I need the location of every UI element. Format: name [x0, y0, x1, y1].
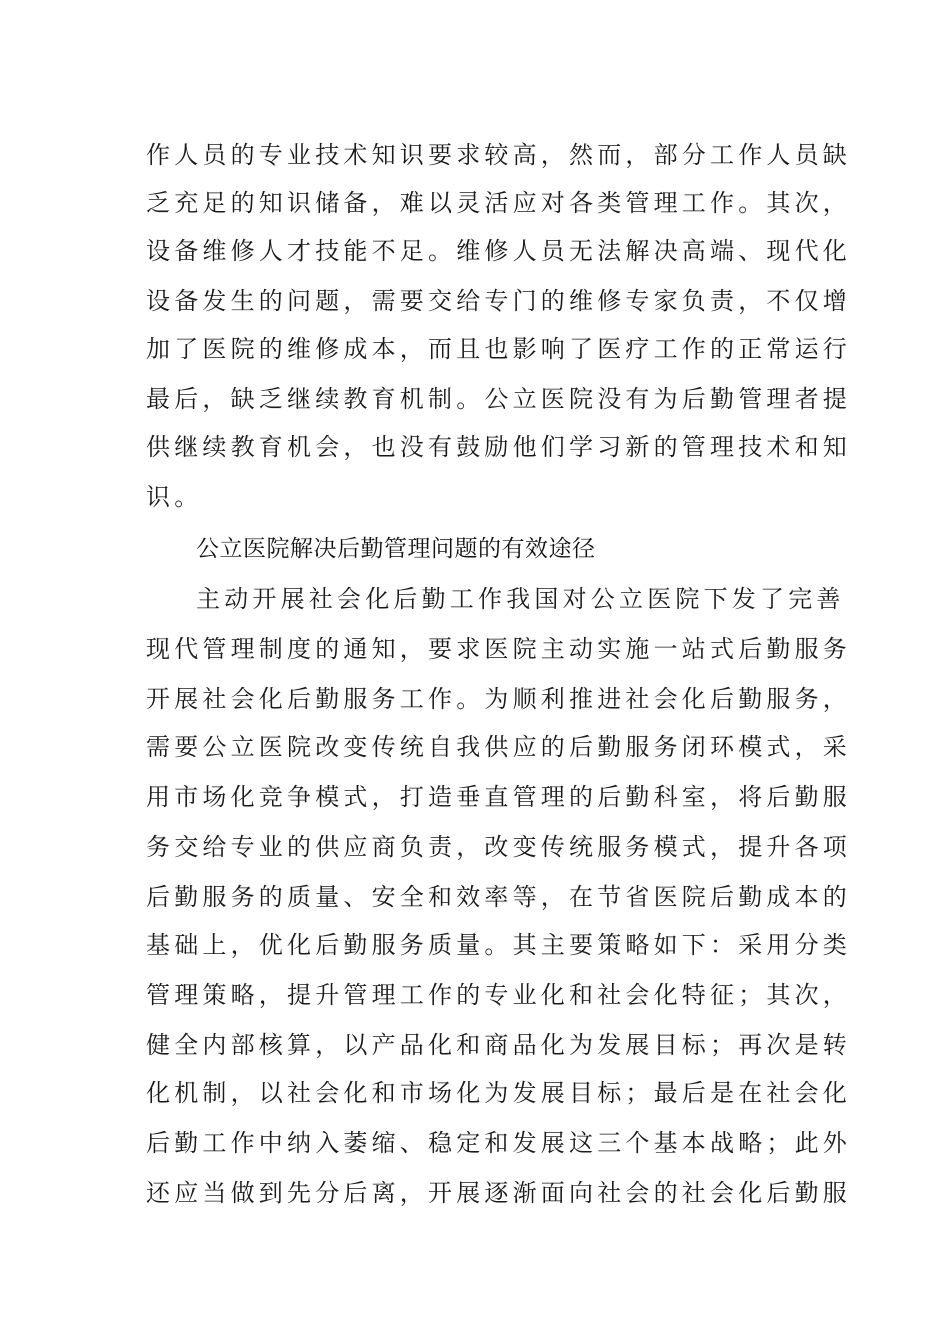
paragraph-line: 识。: [146, 483, 203, 511]
paragraph-line: 开展社会化后勤服务工作。为顺利推进社会化后勤服务，: [146, 685, 851, 713]
paragraph-line: 管理策略，提升管理工作的专业化和社会化特征；其次，: [146, 981, 851, 1009]
paragraph-line: 供继续教育机会，也没有鼓励他们学习新的管理技术和知: [146, 433, 851, 461]
paragraph-line: 现代管理制度的通知，要求医院主动实施一站式后勤服务: [146, 635, 851, 663]
paragraph-line: 需要公立医院改变传统自我供应的后勤服务闭环模式，采: [146, 733, 851, 761]
section-heading: 公立医院解决后勤管理问题的有效途径: [196, 536, 596, 562]
paragraph-line: 务交给专业的供应商负责，改变传统服务模式，提升各项: [146, 833, 851, 861]
paragraph-line: 后勤服务的质量、安全和效率等，在节省医院后勤成本的: [146, 883, 851, 911]
paragraph-line: 加了医院的维修成本，而且也影响了医疗工作的正常运行: [146, 335, 851, 363]
paragraph-line: 还应当做到先分后离，开展逐渐面向社会的社会化后勤服: [146, 1179, 851, 1207]
paragraph-line: 设备发生的问题，需要交给专门的维修专家负责，不仅增: [146, 287, 851, 315]
paragraph-line: 基础上，优化后勤服务质量。其主要策略如下：采用分类: [146, 931, 851, 959]
paragraph-line: 乏充足的知识储备，难以灵活应对各类管理工作。其次，: [146, 189, 851, 217]
paragraph-line: 最后，缺乏继续教育机制。公立医院没有为后勤管理者提: [146, 385, 851, 413]
paragraph-line: 作人员的专业技术知识要求较高，然而，部分工作人员缺: [146, 141, 851, 169]
paragraph-line: 化机制，以社会化和市场化为发展目标；最后是在社会化: [146, 1079, 851, 1107]
paragraph-line: 用市场化竞争模式，打造垂直管理的后勤科室，将后勤服: [146, 783, 851, 811]
paragraph-line: 设备维修人才技能不足。维修人员无法解决高端、现代化: [146, 237, 851, 265]
paragraph-line: 后勤工作中纳入萎缩、稳定和发展这三个基本战略；此外: [146, 1129, 851, 1157]
paragraph-line: 健全内部核算，以产品化和商品化为发展目标；再次是转: [146, 1031, 851, 1059]
paragraph-line: 主动开展社会化后勤工作我国对公立医院下发了完善: [196, 585, 845, 613]
